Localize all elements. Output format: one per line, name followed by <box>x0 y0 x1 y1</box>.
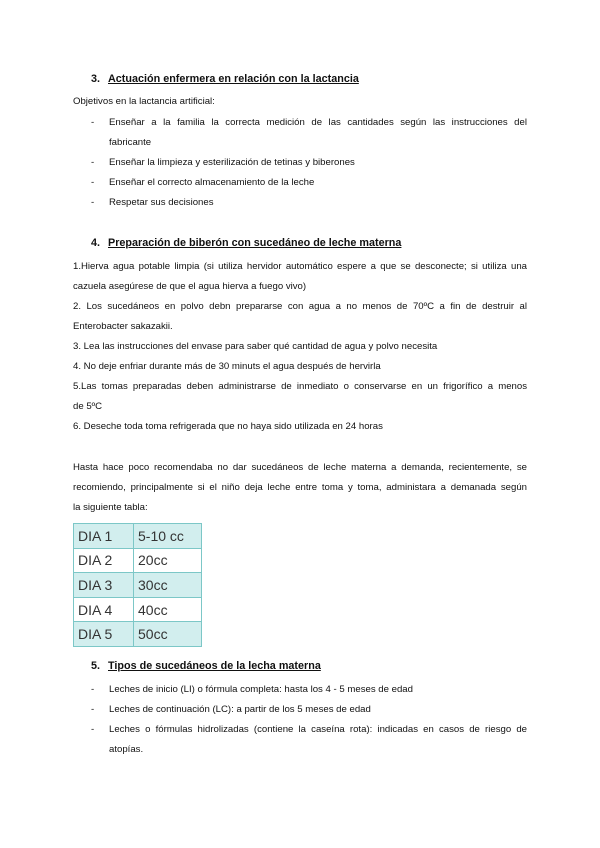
bullet-dash: - <box>91 197 95 208</box>
section-3-bullet-3: Enseñar el correcto almacenamiento de la leche <box>109 177 315 188</box>
section-5-title: Tipos de sucedáneos de la lecha materna <box>108 660 321 672</box>
table-row <box>74 622 202 647</box>
table-cell-amount: 20cc <box>134 548 202 573</box>
bullet-dash: - <box>91 157 95 168</box>
paragraph-line-3: la siguiente tabla: <box>73 502 148 513</box>
table-row <box>74 548 202 573</box>
bullet-dash: - <box>91 177 95 188</box>
section-3-bullet-4: Respetar sus decisiones <box>109 197 214 208</box>
section-3-title: Actuación enfermera en relación con la lactancia <box>108 73 359 85</box>
section-4-heading <box>91 237 401 249</box>
section-3-heading <box>91 73 359 85</box>
section-3-number: 3. <box>91 73 101 85</box>
section-4-number: 4. <box>91 237 101 249</box>
bullet-dash: - <box>91 684 95 695</box>
step-1-line-2: cazuela asegúrese de que el agua hierva a fuego vivo) <box>73 281 307 292</box>
table-cell-day: DIA 4 <box>74 597 134 622</box>
section-3-bullet-2: Enseñar la limpieza y esterilización de tetinas y biberones <box>109 157 355 168</box>
step-5-line-1: 5.Las tomas preparadas deben administrarse de inmediato o conservarse en un frigorífico a menos <box>73 381 527 392</box>
section-5-bullet-1: Leches de inicio (LI) o fórmula completa: hasta los 4 - 5 meses de edad <box>109 684 413 695</box>
section-5-bullet-3: Leches o fórmulas hidrolizadas (contiene la caseína rota): indicadas en casos de riesgo de <box>109 724 527 735</box>
section-3-bullet-1: Enseñar a la familia la correcta medición de las cantidades según las instrucciones del <box>109 117 527 128</box>
paragraph-line-2: recomiendo, principalmente si el niño deja leche entre toma y toma, administara a demanada según <box>73 482 527 493</box>
section-3-bullet-1-cont: fabricante <box>109 137 152 148</box>
table-cell-amount: 30cc <box>134 573 202 598</box>
section-4-title: Preparación de biberón con sucedáneo de leche materna <box>108 237 402 249</box>
table-cell-amount: 50cc <box>134 622 202 647</box>
step-2-line-2: Enterobacter sakazakii. <box>73 321 173 332</box>
step-3: 3. Lea las instrucciones del envase para saber qué cantidad de agua y polvo necesita <box>73 341 438 352</box>
table-row <box>74 573 202 598</box>
bullet-dash: - <box>91 724 95 735</box>
table-cell-day: DIA 5 <box>74 622 134 647</box>
table-row <box>74 597 202 622</box>
section-5-bullet-2: Leches de continuación (LC): a partir de los 5 meses de edad <box>109 704 371 715</box>
step-4: 4. No deje enfriar durante más de 30 minuts el agua después de hervirla <box>73 361 381 372</box>
step-6: 6. Deseche toda toma refrigerada que no haya sido utilizada en 24 horas <box>73 421 383 432</box>
section-5-number: 5. <box>91 660 101 672</box>
table-cell-day: DIA 1 <box>74 524 134 549</box>
bullet-dash: - <box>91 117 95 128</box>
section-5-heading <box>91 660 321 672</box>
table-cell-amount: 40cc <box>134 597 202 622</box>
step-5-line-2: de 5ºC <box>73 401 103 412</box>
table-cell-day: DIA 2 <box>74 548 134 573</box>
step-2-line-1: 2. Los sucedáneos en polvo debn prepararse con agua a no menos de 70ºC a fin de destruir al <box>73 301 527 312</box>
step-1-line-1: 1.Hierva agua potable limpia (si utiliza hervidor automático espere a que se desconecte; si utiliza una <box>73 261 527 272</box>
table-cell-day: DIA 3 <box>74 573 134 598</box>
section-5-bullet-3-cont: atopías. <box>109 744 144 755</box>
table-cell-amount: 5-10 cc <box>134 524 202 549</box>
bullet-dash: - <box>91 704 95 715</box>
feeding-table <box>73 523 202 647</box>
table-row <box>74 524 202 549</box>
section-3-intro: Objetivos en la lactancia artificial: <box>73 96 215 107</box>
paragraph-line-1: Hasta hace poco recomendaba no dar sucedáneos de leche materna a demanda, recientemente, se <box>73 462 527 473</box>
